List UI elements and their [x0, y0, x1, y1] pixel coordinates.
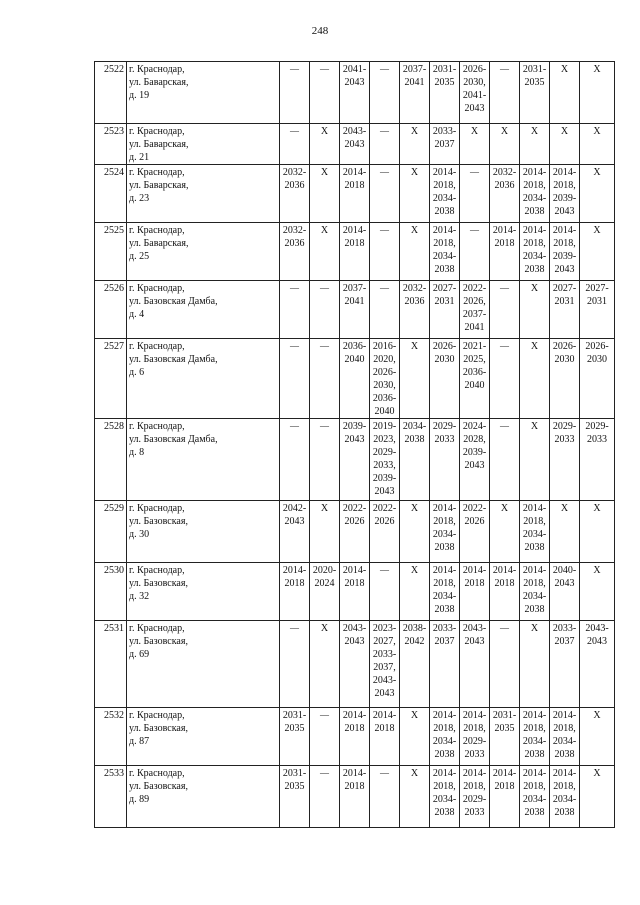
table-row — [95, 62, 615, 124]
period-cell: X — [400, 501, 430, 563]
table-row — [95, 621, 615, 708]
registry-table — [94, 61, 615, 828]
period-cell: X — [310, 223, 340, 281]
period-cell: 2014- 2018 — [340, 563, 370, 621]
period-cell: X — [490, 124, 520, 165]
period-cell: 2014- 2018 — [460, 563, 490, 621]
period-cell: — — [310, 419, 340, 501]
period-cell: X — [550, 501, 580, 563]
table-row — [95, 223, 615, 281]
address-line: д. 25 — [129, 251, 150, 262]
address-line: ул. Базовская, — [129, 781, 188, 792]
period-cell: 2041- 2043 — [340, 62, 370, 124]
period-cell: 2022- 2026 — [340, 501, 370, 563]
table-row — [95, 501, 615, 563]
period-cell: 2014- 2018 — [340, 766, 370, 828]
period-cell: — — [460, 223, 490, 281]
address-cell — [127, 62, 280, 124]
address-cell — [127, 766, 280, 828]
period-cell: 2014- 2018, 2034- 2038 — [430, 501, 460, 563]
period-cell: X — [490, 501, 520, 563]
period-cell: 2032- 2036 — [280, 223, 310, 281]
period-cell: X — [400, 766, 430, 828]
period-cell: X — [400, 124, 430, 165]
period-cell: X — [400, 165, 430, 223]
period-cell: 2021- 2025, 2036- 2040 — [460, 339, 490, 419]
period-cell: 2014- 2018 — [490, 563, 520, 621]
address-line: д. 89 — [129, 794, 150, 805]
row-number: 2525 — [95, 223, 127, 281]
row-number: 2532 — [95, 708, 127, 766]
address-line: г. Краснодар, — [129, 283, 185, 294]
address-line: д. 21 — [129, 152, 150, 163]
period-cell: — — [310, 708, 340, 766]
period-cell: 2014- 2018, 2034- 2038 — [520, 165, 550, 223]
address-cell — [127, 223, 280, 281]
period-cell: — — [490, 62, 520, 124]
address-line: г. Краснодар, — [129, 64, 185, 75]
address-line: д. 32 — [129, 591, 150, 602]
period-cell: 2014- 2018, 2029- 2033 — [460, 766, 490, 828]
period-cell: — — [310, 281, 340, 339]
period-cell: 2037- 2041 — [340, 281, 370, 339]
period-cell: — — [490, 621, 520, 708]
address-line: ул. Базовская, — [129, 578, 188, 589]
period-cell: 2014- 2018 — [490, 223, 520, 281]
period-cell: 2033- 2037 — [550, 621, 580, 708]
period-cell: 2014- 2018, 2034- 2038 — [520, 708, 550, 766]
period-cell: X — [400, 339, 430, 419]
period-cell: — — [370, 165, 400, 223]
period-cell: 2043- 2043 — [460, 621, 490, 708]
period-cell: 2032- 2036 — [400, 281, 430, 339]
address-line: г. Краснодар, — [129, 503, 185, 514]
period-cell: 2014- 2018, 2039- 2043 — [550, 223, 580, 281]
address-line: ул. Базовская, — [129, 723, 188, 734]
address-cell — [127, 563, 280, 621]
period-cell: — — [310, 766, 340, 828]
period-cell: 2014- 2018, 2034- 2038 — [430, 708, 460, 766]
page-number: 248 — [311, 25, 329, 37]
period-cell: 2031- 2035 — [430, 62, 460, 124]
period-cell: 2026- 2030 — [430, 339, 460, 419]
period-cell: 2014- 2018, 2029- 2033 — [460, 708, 490, 766]
period-cell: — — [280, 124, 310, 165]
period-cell: X — [580, 223, 615, 281]
period-cell: 2014- 2018, 2034- 2038 — [520, 766, 550, 828]
table-row — [95, 419, 615, 501]
period-cell: — — [280, 419, 310, 501]
period-cell: X — [580, 708, 615, 766]
period-cell: 2014- 2018, 2034- 2038 — [550, 708, 580, 766]
period-cell: 2033- 2037 — [430, 621, 460, 708]
address-cell — [127, 339, 280, 419]
row-number: 2523 — [95, 124, 127, 165]
period-cell: 2014- 2018 — [490, 766, 520, 828]
period-cell: 2040- 2043 — [550, 563, 580, 621]
period-cell: X — [310, 501, 340, 563]
period-cell: 2043- 2043 — [580, 621, 615, 708]
period-cell: 2014- 2018, 2039- 2043 — [550, 165, 580, 223]
period-cell: — — [280, 339, 310, 419]
address-cell — [127, 708, 280, 766]
row-number: 2524 — [95, 165, 127, 223]
period-cell: 2033- 2037 — [430, 124, 460, 165]
period-cell: 2031- 2035 — [490, 708, 520, 766]
period-cell: 2026- 2030 — [580, 339, 615, 419]
table-row — [95, 563, 615, 621]
period-cell: 2026- 2030 — [550, 339, 580, 419]
period-cell: X — [580, 563, 615, 621]
table-row — [95, 165, 615, 223]
period-cell: X — [400, 708, 430, 766]
period-cell: X — [520, 124, 550, 165]
period-cell: — — [280, 281, 310, 339]
address-line: ул. Базовская, — [129, 516, 188, 527]
address-cell — [127, 501, 280, 563]
period-cell: 2029- 2033 — [430, 419, 460, 501]
period-cell: 2027- 2031 — [430, 281, 460, 339]
period-cell: 2032- 2036 — [280, 165, 310, 223]
address-line: г. Краснодар, — [129, 421, 185, 432]
period-cell: 2026- 2030, 2041- 2043 — [460, 62, 490, 124]
period-cell: 2043- 2043 — [340, 124, 370, 165]
period-cell: 2014- 2018, 2034- 2038 — [430, 223, 460, 281]
period-cell: — — [310, 62, 340, 124]
period-cell: 2034- 2038 — [400, 419, 430, 501]
period-cell: X — [400, 223, 430, 281]
period-cell: 2014- 2018 — [340, 165, 370, 223]
row-number: 2528 — [95, 419, 127, 501]
row-number: 2529 — [95, 501, 127, 563]
row-number: 2527 — [95, 339, 127, 419]
address-line: г. Краснодар, — [129, 623, 185, 634]
period-cell: 2014- 2018, 2034- 2038 — [520, 501, 550, 563]
period-cell: 2014- 2018 — [370, 708, 400, 766]
period-cell: 2039- 2043 — [340, 419, 370, 501]
address-cell — [127, 124, 280, 165]
period-cell: 2027- 2031 — [580, 281, 615, 339]
address-line: ул. Баварская, — [129, 238, 189, 249]
address-cell — [127, 621, 280, 708]
address-line: д. 19 — [129, 90, 150, 101]
period-cell: 2022- 2026, 2037- 2041 — [460, 281, 490, 339]
period-cell: 2043- 2043 — [340, 621, 370, 708]
address-line: д. 30 — [129, 529, 150, 540]
row-number: 2531 — [95, 621, 127, 708]
address-line: г. Краснодар, — [129, 768, 185, 779]
period-cell: 2022- 2026 — [460, 501, 490, 563]
period-cell: — — [370, 124, 400, 165]
period-cell: 2014- 2018, 2034- 2038 — [550, 766, 580, 828]
address-line: д. 6 — [129, 367, 145, 378]
address-line: г. Краснодар, — [129, 225, 185, 236]
table-row — [95, 708, 615, 766]
period-cell: X — [310, 124, 340, 165]
address-line: д. 4 — [129, 309, 145, 320]
period-cell: X — [310, 621, 340, 708]
period-cell: 2023- 2027, 2033- 2037, 2043- 2043 — [370, 621, 400, 708]
period-cell: X — [550, 62, 580, 124]
period-cell: X — [520, 281, 550, 339]
row-number: 2533 — [95, 766, 127, 828]
address-cell — [127, 165, 280, 223]
period-cell: 2031- 2035 — [280, 708, 310, 766]
period-cell: X — [520, 621, 550, 708]
address-line: г. Краснодар, — [129, 126, 185, 137]
address-line: д. 87 — [129, 736, 150, 747]
period-cell: X — [520, 339, 550, 419]
period-cell: 2042- 2043 — [280, 501, 310, 563]
period-cell: X — [550, 124, 580, 165]
period-cell: 2036- 2040 — [340, 339, 370, 419]
period-cell: 2014- 2018, 2034- 2038 — [430, 563, 460, 621]
address-line: ул. Базовская Дамба, — [129, 354, 218, 365]
period-cell: 2014- 2018 — [340, 223, 370, 281]
address-line: ул. Баварская, — [129, 77, 189, 88]
period-cell: 2019- 2023, 2029- 2033, 2039- 2043 — [370, 419, 400, 501]
period-cell: X — [580, 766, 615, 828]
period-cell: X — [580, 62, 615, 124]
period-cell: 2037- 2041 — [400, 62, 430, 124]
period-cell: X — [580, 165, 615, 223]
period-cell: 2014- 2018 — [340, 708, 370, 766]
period-cell: 2022- 2026 — [370, 501, 400, 563]
row-number: 2522 — [95, 62, 127, 124]
address-line: г. Краснодар, — [129, 710, 185, 721]
period-cell: — — [280, 621, 310, 708]
period-cell: 2014- 2018 — [280, 563, 310, 621]
period-cell: — — [490, 339, 520, 419]
period-cell: — — [370, 223, 400, 281]
period-cell: 2027- 2031 — [550, 281, 580, 339]
row-number: 2530 — [95, 563, 127, 621]
period-cell: X — [400, 563, 430, 621]
period-cell: 2014- 2018, 2034- 2038 — [520, 563, 550, 621]
period-cell: 2014- 2018, 2034- 2038 — [430, 165, 460, 223]
period-cell: X — [460, 124, 490, 165]
address-line: д. 69 — [129, 649, 150, 660]
period-cell: — — [370, 563, 400, 621]
table-row — [95, 766, 615, 828]
period-cell: 2024- 2028, 2039- 2043 — [460, 419, 490, 501]
period-cell: 2029- 2033 — [550, 419, 580, 501]
period-cell: X — [580, 501, 615, 563]
address-cell — [127, 281, 280, 339]
row-number: 2526 — [95, 281, 127, 339]
address-line: д. 23 — [129, 193, 150, 204]
period-cell: 2016- 2020, 2026- 2030, 2036- 2040 — [370, 339, 400, 419]
address-line: д. 8 — [129, 447, 145, 458]
address-line: ул. Баварская, — [129, 180, 189, 191]
address-cell — [127, 419, 280, 501]
period-cell: 2020- 2024 — [310, 563, 340, 621]
period-cell: — — [460, 165, 490, 223]
period-cell: 2032- 2036 — [490, 165, 520, 223]
period-cell: X — [310, 165, 340, 223]
period-cell: — — [310, 339, 340, 419]
address-line: ул. Базовская Дамба, — [129, 434, 218, 445]
address-line: г. Краснодар, — [129, 167, 185, 178]
period-cell: 2029- 2033 — [580, 419, 615, 501]
period-cell: 2038- 2042 — [400, 621, 430, 708]
period-cell: X — [580, 124, 615, 165]
table-row — [95, 124, 615, 165]
period-cell: — — [370, 281, 400, 339]
table-row — [95, 339, 615, 419]
address-line: г. Краснодар, — [129, 341, 185, 352]
period-cell: — — [370, 62, 400, 124]
period-cell: 2031- 2035 — [520, 62, 550, 124]
period-cell: X — [520, 419, 550, 501]
address-line: г. Краснодар, — [129, 565, 185, 576]
period-cell: 2014- 2018, 2034- 2038 — [520, 223, 550, 281]
period-cell: 2031- 2035 — [280, 766, 310, 828]
address-line: ул. Базовская Дамба, — [129, 296, 218, 307]
period-cell: — — [490, 419, 520, 501]
address-line: ул. Базовская, — [129, 636, 188, 647]
period-cell: — — [370, 766, 400, 828]
table-row — [95, 281, 615, 339]
period-cell: 2014- 2018, 2034- 2038 — [430, 766, 460, 828]
period-cell: — — [490, 281, 520, 339]
address-line: ул. Баварская, — [129, 139, 189, 150]
period-cell: — — [280, 62, 310, 124]
